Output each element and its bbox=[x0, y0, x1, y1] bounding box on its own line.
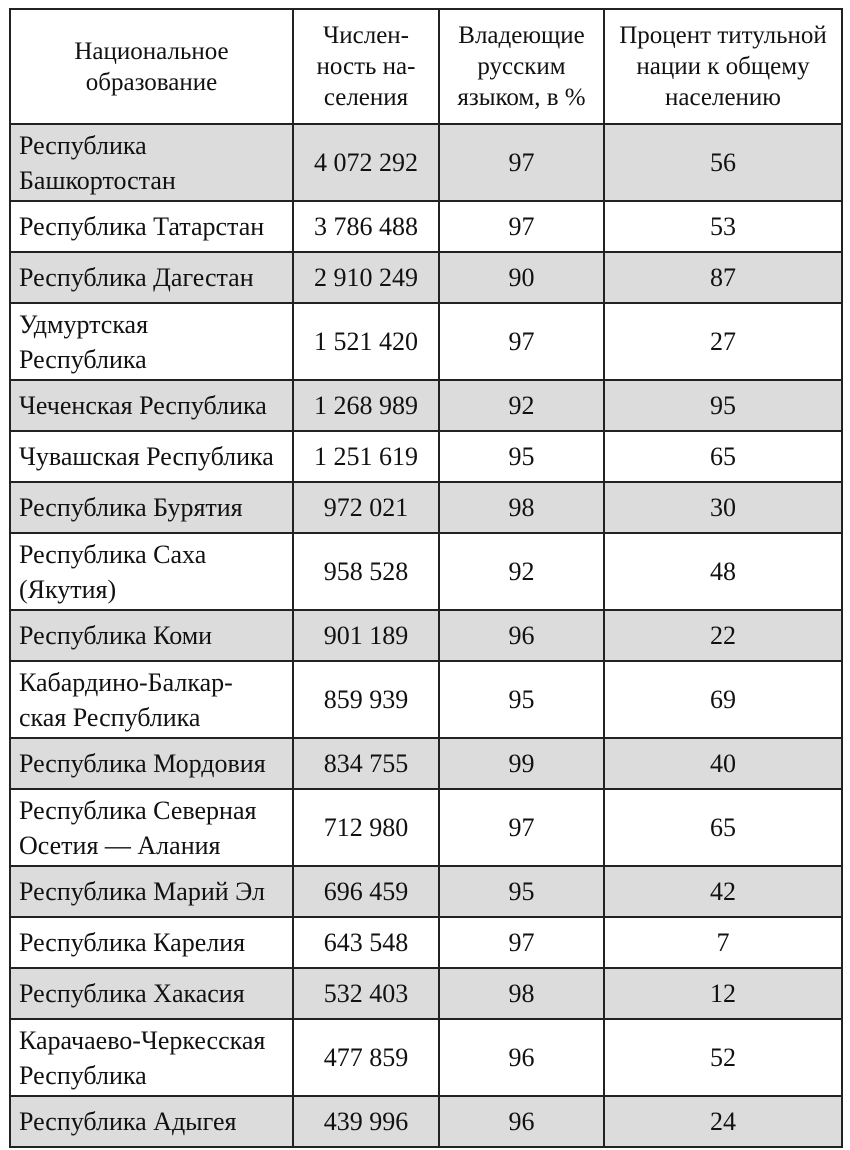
table-row bbox=[10, 661, 842, 738]
cell-name: Республика Саха (Якутия) bbox=[10, 533, 293, 610]
cell-titular: 65 bbox=[604, 431, 842, 482]
cell-russian: 96 bbox=[439, 1096, 604, 1147]
cell-name: Удмуртская Республика bbox=[10, 303, 293, 380]
cell-russian: 90 bbox=[439, 252, 604, 303]
table-row bbox=[10, 380, 842, 431]
cell-name: Республика Марий Эл bbox=[10, 866, 293, 917]
header-row bbox=[10, 9, 842, 124]
cell-name: Кабардино-Балкар- ская Республика bbox=[10, 661, 293, 738]
cell-titular: 48 bbox=[604, 533, 842, 610]
cell-titular: 56 bbox=[604, 124, 842, 201]
cell-name: Республика Дагестан bbox=[10, 252, 293, 303]
header-titular-percent: Процент титульной нации к общему населению bbox=[604, 9, 842, 124]
cell-russian: 97 bbox=[439, 124, 604, 201]
cell-population: 477 859 bbox=[293, 1019, 439, 1096]
cell-name: Чеченская Республика bbox=[10, 380, 293, 431]
cell-titular: 24 bbox=[604, 1096, 842, 1147]
table-row bbox=[10, 1096, 842, 1147]
header-russian-speakers: Владеющие русским языком, в % bbox=[439, 9, 604, 124]
cell-name: Республика Северная Осетия — Алания bbox=[10, 789, 293, 866]
cell-titular: 69 bbox=[604, 661, 842, 738]
cell-name: Карачаево-Черкесская Республика bbox=[10, 1019, 293, 1096]
table-row bbox=[10, 1019, 842, 1096]
cell-population: 834 755 bbox=[293, 738, 439, 789]
cell-russian: 97 bbox=[439, 917, 604, 968]
table-row bbox=[10, 124, 842, 201]
cell-name: Республика Хакасия bbox=[10, 968, 293, 1019]
cell-name: Республика Коми bbox=[10, 610, 293, 661]
cell-titular: 12 bbox=[604, 968, 842, 1019]
table-row bbox=[10, 917, 842, 968]
cell-titular: 30 bbox=[604, 482, 842, 533]
cell-russian: 92 bbox=[439, 380, 604, 431]
header-population: Числен- ность на- селения bbox=[293, 9, 439, 124]
cell-population: 643 548 bbox=[293, 917, 439, 968]
cell-titular: 87 bbox=[604, 252, 842, 303]
cell-population: 958 528 bbox=[293, 533, 439, 610]
table-row bbox=[10, 303, 842, 380]
cell-titular: 22 bbox=[604, 610, 842, 661]
cell-population: 901 189 bbox=[293, 610, 439, 661]
cell-titular: 7 bbox=[604, 917, 842, 968]
cell-population: 1 521 420 bbox=[293, 303, 439, 380]
table-row bbox=[10, 610, 842, 661]
table-row bbox=[10, 252, 842, 303]
cell-russian: 96 bbox=[439, 1019, 604, 1096]
cell-population: 532 403 bbox=[293, 968, 439, 1019]
cell-russian: 95 bbox=[439, 431, 604, 482]
cell-russian: 98 bbox=[439, 482, 604, 533]
cell-russian: 97 bbox=[439, 201, 604, 252]
cell-population: 2 910 249 bbox=[293, 252, 439, 303]
cell-name: Республика Карелия bbox=[10, 917, 293, 968]
table-row bbox=[10, 968, 842, 1019]
cell-russian: 97 bbox=[439, 303, 604, 380]
cell-name: Республика Бурятия bbox=[10, 482, 293, 533]
cell-titular: 42 bbox=[604, 866, 842, 917]
cell-population: 1 251 619 bbox=[293, 431, 439, 482]
republics-table bbox=[9, 8, 843, 1148]
data-table-container bbox=[9, 8, 843, 1148]
cell-population: 439 996 bbox=[293, 1096, 439, 1147]
cell-population: 1 268 989 bbox=[293, 380, 439, 431]
table-body bbox=[10, 124, 842, 1147]
table-row bbox=[10, 789, 842, 866]
cell-russian: 99 bbox=[439, 738, 604, 789]
cell-name: Чувашская Республика bbox=[10, 431, 293, 482]
cell-titular: 53 bbox=[604, 201, 842, 252]
cell-titular: 95 bbox=[604, 380, 842, 431]
table-row bbox=[10, 431, 842, 482]
cell-titular: 52 bbox=[604, 1019, 842, 1096]
cell-population: 696 459 bbox=[293, 866, 439, 917]
cell-russian: 95 bbox=[439, 661, 604, 738]
cell-population: 4 072 292 bbox=[293, 124, 439, 201]
cell-russian: 95 bbox=[439, 866, 604, 917]
cell-titular: 40 bbox=[604, 738, 842, 789]
table-row bbox=[10, 201, 842, 252]
cell-population: 859 939 bbox=[293, 661, 439, 738]
cell-population: 712 980 bbox=[293, 789, 439, 866]
cell-russian: 96 bbox=[439, 610, 604, 661]
cell-population: 972 021 bbox=[293, 482, 439, 533]
cell-name: Республика Башкортостан bbox=[10, 124, 293, 201]
cell-titular: 27 bbox=[604, 303, 842, 380]
cell-population: 3 786 488 bbox=[293, 201, 439, 252]
cell-russian: 92 bbox=[439, 533, 604, 610]
cell-name: Республика Татарстан bbox=[10, 201, 293, 252]
cell-russian: 97 bbox=[439, 789, 604, 866]
header-national-entity: Национальное образование bbox=[10, 9, 293, 124]
cell-name: Республика Мордовия bbox=[10, 738, 293, 789]
table-row bbox=[10, 866, 842, 917]
table-row bbox=[10, 482, 842, 533]
cell-name: Республика Адыгея bbox=[10, 1096, 293, 1147]
table-row bbox=[10, 533, 842, 610]
cell-titular: 65 bbox=[604, 789, 842, 866]
cell-russian: 98 bbox=[439, 968, 604, 1019]
table-row bbox=[10, 738, 842, 789]
